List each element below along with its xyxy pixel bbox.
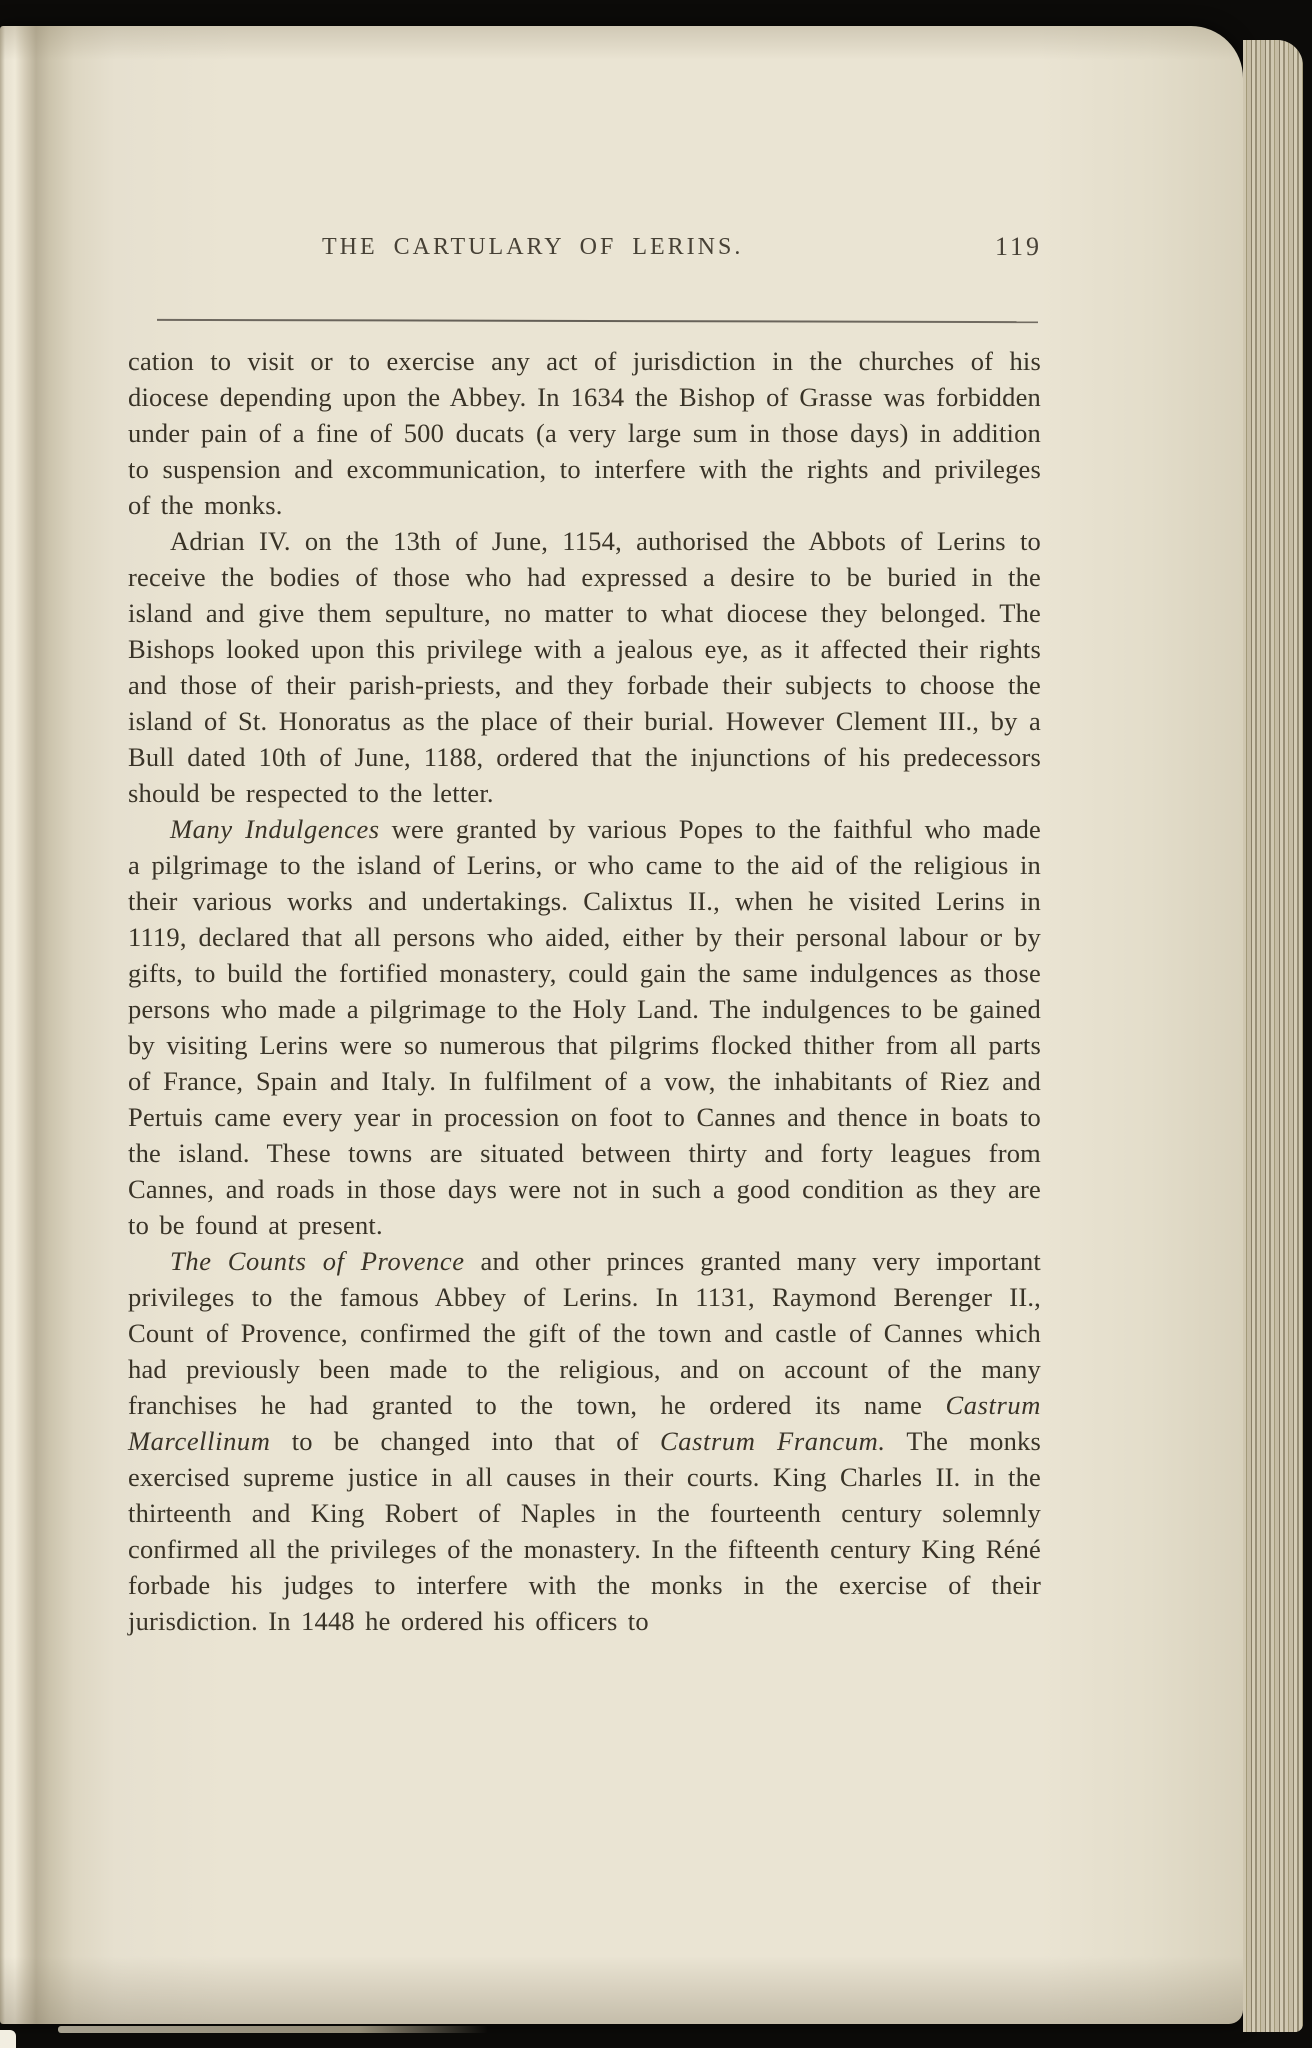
text-run: cation to visit or to exercise any act of jurisdiction in the churches of his diocese depending upon the Abbey. In 1634 the Bishop of Grasse was forbidden under pain of a fine of 500 ducats (a very large sum in those days) in addition to suspension and excommunication, to interfere with the rights and privileges of the monks. — [128, 346, 1041, 520]
italic-text-run: Castrum Francum. — [659, 1426, 886, 1456]
under-page-edge — [58, 2026, 488, 2033]
book-page — [0, 26, 1243, 2024]
italic-text-run: Castrum Marcellinum — [128, 1390, 1041, 1456]
text-run: to be changed into that of — [270, 1426, 660, 1456]
text-run: Adrian IV. on the 13th of June, 1154, authorised the Abbots of Lerins to receive the bodies of those who had expressed a desire to be buried in the island and give them sepulture, no matter to what diocese they belonged. The Bishops looked upon this privilege with a jealous eye, as it affected their rights and those of their parish-priests, and they forbade their subjects to choose the island of St. Honoratus as the place of their burial. However Clement III., by a Bull dated 10th of June, 1188, ordered that the injunctions of his predecessors should be respected to the letter. — [128, 526, 1041, 808]
page-number: 119 — [995, 232, 1043, 261]
page-body — [128, 343, 1041, 1639]
italic-text-run: Many Indulgences — [170, 814, 380, 844]
header-rule — [157, 319, 1038, 323]
page-stack-stripes — [1243, 40, 1303, 2032]
text-run: were granted by various Popes to the faithful who made a pilgrimage to the island of Lerins, or who came to the aid of the religious in their various works and undertakings. Calixtus II., when he visited Lerins in 1119, declared that all persons who aided, either by their personal labour or by gifts, to build the fortified monastery, could gain the same indulgences as those persons who made a pilgrimage to the Holy Land. The indulgences to be gained by visiting Lerins were so numerous that pilgrims flocked thither from all parts of France, Spain and Italy. In fulfilment of a vow, the inhabitants of Riez and Pertuis came every year in procession on foot to Cannes and thence in boats to the island. These towns are situated between thirty and forty leagues from Cannes, and roads in those days were not in such a good condition as they are to be found at present. — [128, 814, 1041, 1240]
paragraph — [128, 811, 1041, 1243]
corner-speck — [0, 2030, 16, 2048]
text-run: The monks exercised supreme justice in all causes in their courts. King Charles II. in the thirteenth and King Robert of Naples in the fourteenth century solemnly confirmed all the privileges of the monastery. In the fifteenth century King Réné forbade his judges to interfere with the monks in the exercise of their jurisdiction. In 1448 he ordered his officers to — [128, 1426, 1041, 1636]
paragraph — [128, 523, 1041, 811]
paragraph — [128, 343, 1041, 523]
italic-text-run: The Counts of Provence — [170, 1246, 465, 1276]
page-stack-edge — [1243, 40, 1303, 2032]
text-run: and other princes granted many very important privileges to the famous Abbey of Lerins. In 1131, Raymond Berenger II., Count of Provence, confirmed the gift of the town and castle of Cannes which had previously been made to the religious, and on account of the many franchises he had granted to the town, he ordered its name — [128, 1246, 1041, 1420]
running-header-title: THE CARTULARY OF LERINS. — [322, 234, 744, 260]
paragraph — [128, 1243, 1041, 1639]
